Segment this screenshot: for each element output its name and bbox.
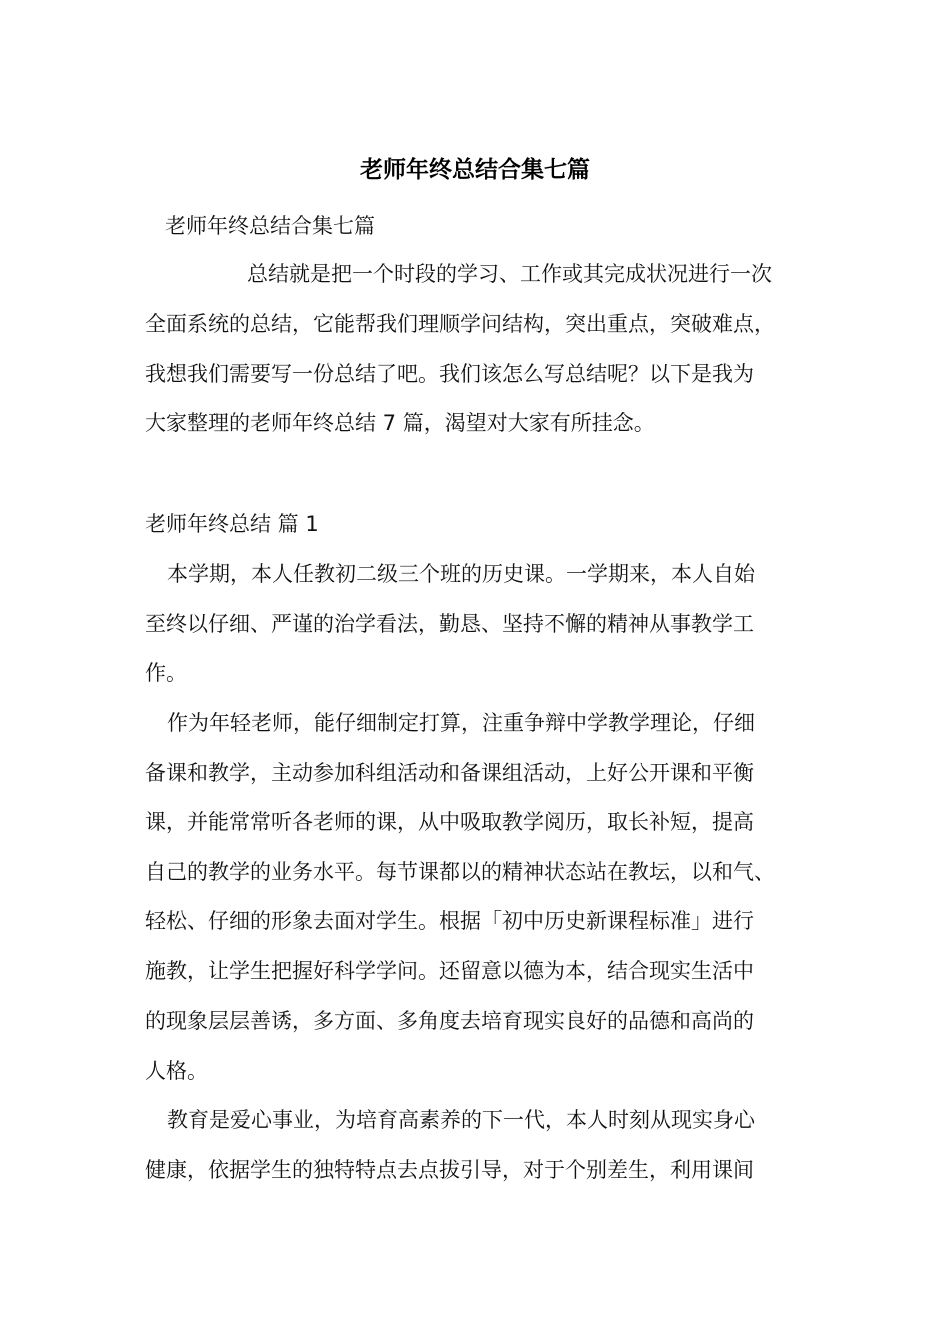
intro-line: 全面系统的总结，它能帮我们理顺学问结构，突出重点，突破难点， [145,312,775,336]
paragraph-line: 至终以仔细、严谨的治学看法，勤恳、坚持不懈的精神从事教学工 [145,612,754,636]
intro-line: 总结就是把一个时段的学习、工作或其完成状况进行一次 [247,262,772,286]
paragraph-line: 自己的教学的业务水平。每节课都以的精神状态站在教坛，以和气、 [145,860,775,884]
paragraph-line: 教育是爱心事业，为培育高素养的下一代，本人时刻从现实身心 [167,1108,755,1132]
paragraph-line: 健康，依据学生的独特特点去点拔引导，对于个别差生，利用课间 [145,1158,754,1182]
paragraph-line: 轻松、仔细的形象去面对学生。根据「初中历史新课程标准」进行 [145,909,754,933]
paragraph-line: 的现象层层善诱，多方面、多角度去培育现实良好的品德和高尚的 [145,1009,754,1033]
paragraph-line: 备课和教学，主动参加科组活动和备课组活动，上好公开课和平衡 [145,761,754,785]
section-heading: 老师年终总结 篇 1 [145,512,319,536]
intro-line: 大家整理的老师年终总结 7 篇，渴望对大家有所挂念。 [145,411,655,435]
paragraph-line: 作。 [145,661,187,685]
paragraph-line: 人格。 [145,1059,208,1083]
paragraph-line: 作为年轻老师，能仔细制定打算，注重争辩中学教学理论，仔细 [167,711,755,735]
intro-line: 我想我们需要写一份总结了吧。我们该怎么写总结呢？以下是我为 [145,362,754,386]
paragraph-line: 施教，让学生把握好科学学问。还留意以德为本，结合现实生活中 [145,959,754,983]
document-title: 老师年终总结合集七篇 [360,157,590,183]
paragraph-line: 课，并能常常听各老师的课，从中吸取教学阅历，取长补短，提高 [145,810,754,834]
paragraph-line: 本学期，本人任教初二级三个班的历史课。一学期来，本人自始 [167,562,755,586]
document-subtitle: 老师年终总结合集七篇 [165,214,375,238]
